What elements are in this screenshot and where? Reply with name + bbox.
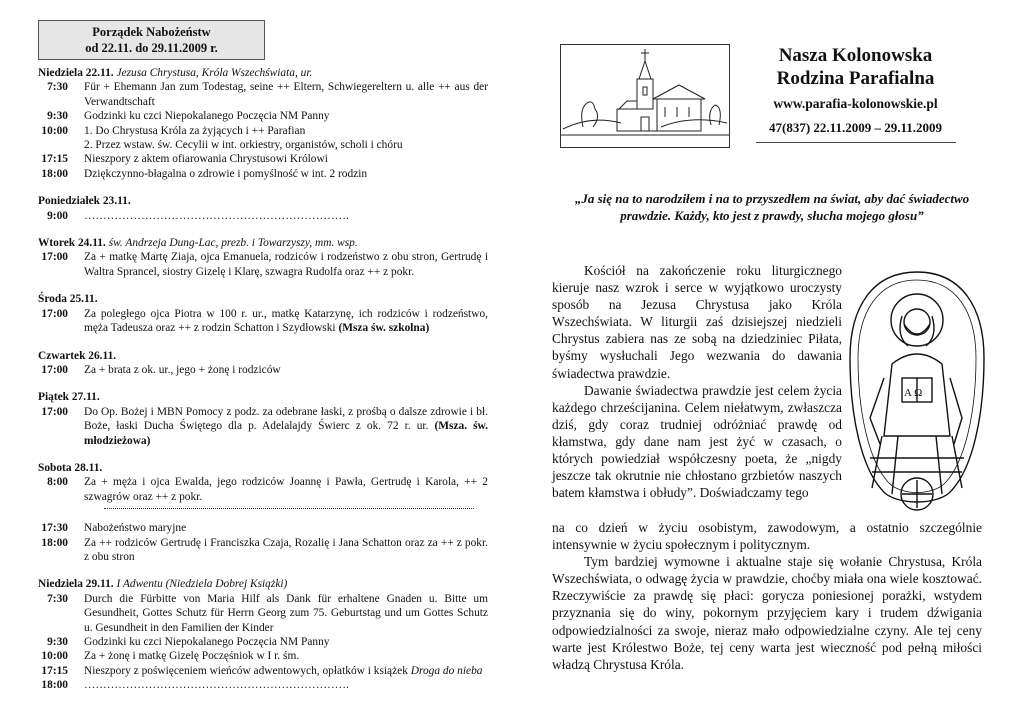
mass-entry: 9:30 Godzinki ku czci Niepokalanego Poczęcia NM Panny	[47, 110, 330, 123]
mass-entry: 7:30 Durch die Fürbitte von Maria Hilf als Dank für erhaltene Gnaden u. Bitte um Gesundheit, Gottes Schutz für Herrn Georg zum 75. Geburtstag und um Gottes Schutz u. Gesundheit in den Familien der Kinder	[47, 592, 488, 634]
day-label: Niedziela 29.11.	[38, 578, 114, 591]
schedule-dates: od 22.11. do 29.11.2009 r.	[85, 41, 218, 55]
mass-entry: 9:00 …………………………………………………………….	[47, 209, 349, 222]
day-sunday-29	[38, 577, 488, 692]
masthead	[738, 44, 973, 143]
feast-label: I Adwentu (Niedziela Dobrej Książki)	[116, 578, 288, 591]
day-sunday-22	[38, 66, 488, 181]
day-wednesday-25	[38, 292, 488, 335]
day-tuesday-24	[38, 236, 488, 279]
schedule-title-box	[38, 20, 265, 60]
day-friday-27	[38, 390, 488, 448]
mass-entry: 17:15 Nieszpory z aktem ofiarowania Chrystusowi Królowi	[41, 153, 328, 166]
article-paragraph-1: Kościół na zakończenie roku liturgicznego kieruje nasz wzrok i serce w wyjątkowo uroczysty sposób na Jezusa Chrystusa jako Króla Wszechświata. W liturgii zaś dzisiejszej niedzieli Chrystus zabiera nas ze sobą na dziedziniec Piłata, byśmy wysłuchali Jego wezwania do dawania świadectwa prawdzie. Dawanie świadectwa prawdzie jest celem życia każdego chrześcijanina. Celem niełatwym, zwłaszcza dziś, gdy coraz trudniej odróżniać prawdę od kłamstwa, gdy dane nam jest żyć w czasach, o których powiedział współczesny poeta, że „nigdy jeszcze tak okrutnie nie chłostano grzbietów naszych batem kłamstwa i obłudy”. Doświadczamy tego	[552, 263, 842, 501]
newsletter-title-1: Nasza Kolonowska	[778, 45, 933, 66]
mass-note: (Msza. św. młodzieżowa)	[84, 420, 488, 447]
mass-entry: 10:00 1. Do Chrystusa Króla za żyjących i ++ Parafian	[41, 124, 306, 137]
day-monday-23	[38, 194, 488, 223]
dotted-separator	[104, 508, 474, 515]
feast-label: św. Andrzeja Dung-Lac, prezb. i Towarzyszy, mm. wsp.	[108, 237, 358, 250]
mass-entry: 18:00 Dziękczynno-błagalna o zdrowie i pomyślność w int. 2 rodzin	[41, 167, 368, 180]
mass-entry: 17:00 Do Op. Bożej i MBN Pomocy z podz. za odebrane łaski, z prośbą o dalsze zdrowie i bł. Boże, łaski Ducha Świętego dla p. Adelalajdy Świerc z ok. 72 r. ur. (Msza. św. młodzieżowa)	[41, 405, 488, 447]
mass-entry: 18:00 …………………………………………………………….	[41, 679, 349, 692]
day-label: Niedziela 22.11.	[38, 67, 114, 79]
mass-entry: 17:00 Za poległego ojca Piotra w 100 r. ur., matkę Katarzynę, ich rodziców i rodzeństwo, męża Tadeusza oraz ++ z rodzin Schatton i Szydłowski (Msza św. szkolna)	[41, 307, 488, 335]
mass-note: (Msza św. szkolna)	[338, 322, 430, 335]
mass-entry: 17:30 Nabożeństwo maryjne	[41, 522, 187, 535]
day-label: Wtorek 24.11.	[38, 237, 106, 250]
day-thursday-26	[38, 349, 488, 378]
mass-entry: 7:30 Für + Ehemann Jan zum Todestag, seine ++ Eltern, Schwiegereltern u. alle ++ aus der Verwandtschaft	[47, 81, 488, 108]
day-label: Środa 25.11.	[38, 293, 98, 306]
church-icon	[561, 45, 729, 147]
mass-entry: 10:00 Za + żonę i matkę Gizelę Poczęśniok w I r. śm.	[41, 650, 300, 663]
article-paragraph-2: na co dzień w życiu osobistym, zawodowym, a ostatnio szczególnie intensywnie w życiu społecznym i politycznym. Tym bardziej wymowne i aktualne staje się wołanie Chrystusa, Króla Wszechświata, o odwagę życia w prawdzie, choćby miała ona wiele kosztować. Rzeczywiście za prawdę się płaci: gorycza poniesionej porażki, wstydem przyznania się do winy, pokornym przyjęciem kary i trudem dźwigania odpowiedzialności za swoje, nieraz mało odpowiedzialne czyny. Ale tej ceny warte jest Królestwo Boże, tej ceny warta jest wieczność pod pełną miłości władzą Chrystusa Króla.	[552, 520, 982, 672]
mass-entry: 2. Przez wstaw. św. Cecylii w int. orkiestry, organistów, scholi i chóru	[84, 139, 403, 152]
day-label: Sobota 28.11.	[38, 461, 103, 474]
issue-number: 47(837) 22.11.2009 – 29.11.2009	[769, 120, 942, 135]
mass-entry: 17:00 Za + matkę Martę Ziaja, ojca Emanuela, rodziców i rodzeństwo z obu stron, Gertrudę i Waltra Sprancel, siostry Gizelę i Klarę, szwagra Rudolfa oraz ++ z pokr.	[41, 251, 488, 278]
feast-label: Jezusa Chrystusa, Króla Wszechświata, ur.	[116, 67, 313, 79]
day-label: Piątek 27.11.	[38, 391, 100, 404]
masthead-rule	[756, 142, 956, 143]
day-label: Czwartek 26.11.	[38, 349, 117, 362]
mass-schedule	[38, 66, 488, 693]
day-label: Poniedziałek 23.11.	[38, 195, 131, 208]
alpha-omega-label: A Ω	[904, 387, 923, 399]
church-drawing	[560, 44, 730, 148]
day-saturday-28	[38, 461, 488, 564]
gospel-quote: „Ja się na to narodziłem i na to przyszedłem na świat, aby dać świadectwo prawdzie. Każdy, kto jest z prawdy, słucha mojego głosu”	[574, 191, 970, 223]
christ-king-icon	[842, 268, 992, 514]
mass-entry: 9:30 Godzinki ku czci Niepokalanego Poczęcia NM Panny	[47, 636, 330, 648]
mass-entry: 17:15 Nieszpory z poświęceniem wieńców adwentowych, opłatków i książek Droga do nieba	[41, 664, 483, 677]
mass-entry: 8:00 Za + męża i ojca Ewalda, jego rodziców Joannę i Pawła, Gertrudę i Karola, ++ 2 szwagrów oraz ++ z pokr.	[47, 476, 488, 503]
mass-entry: 17:00 Za + brata z ok. ur., jego + żonę i rodziców	[41, 363, 281, 376]
mass-entry: 18:00 Za ++ rodziców Gertrudę i Franciszka Czaja, Rozalię i Jana Schatton oraz za ++ z pokr. z obu stron	[41, 536, 488, 563]
schedule-title: Porządek Nabożeństw	[92, 25, 211, 39]
book-title: Droga do nieba	[410, 664, 483, 677]
website-url: www.parafia-kolonowskie.pl	[773, 96, 938, 111]
newsletter-title-2: Rodzina Parafialna	[776, 68, 935, 89]
